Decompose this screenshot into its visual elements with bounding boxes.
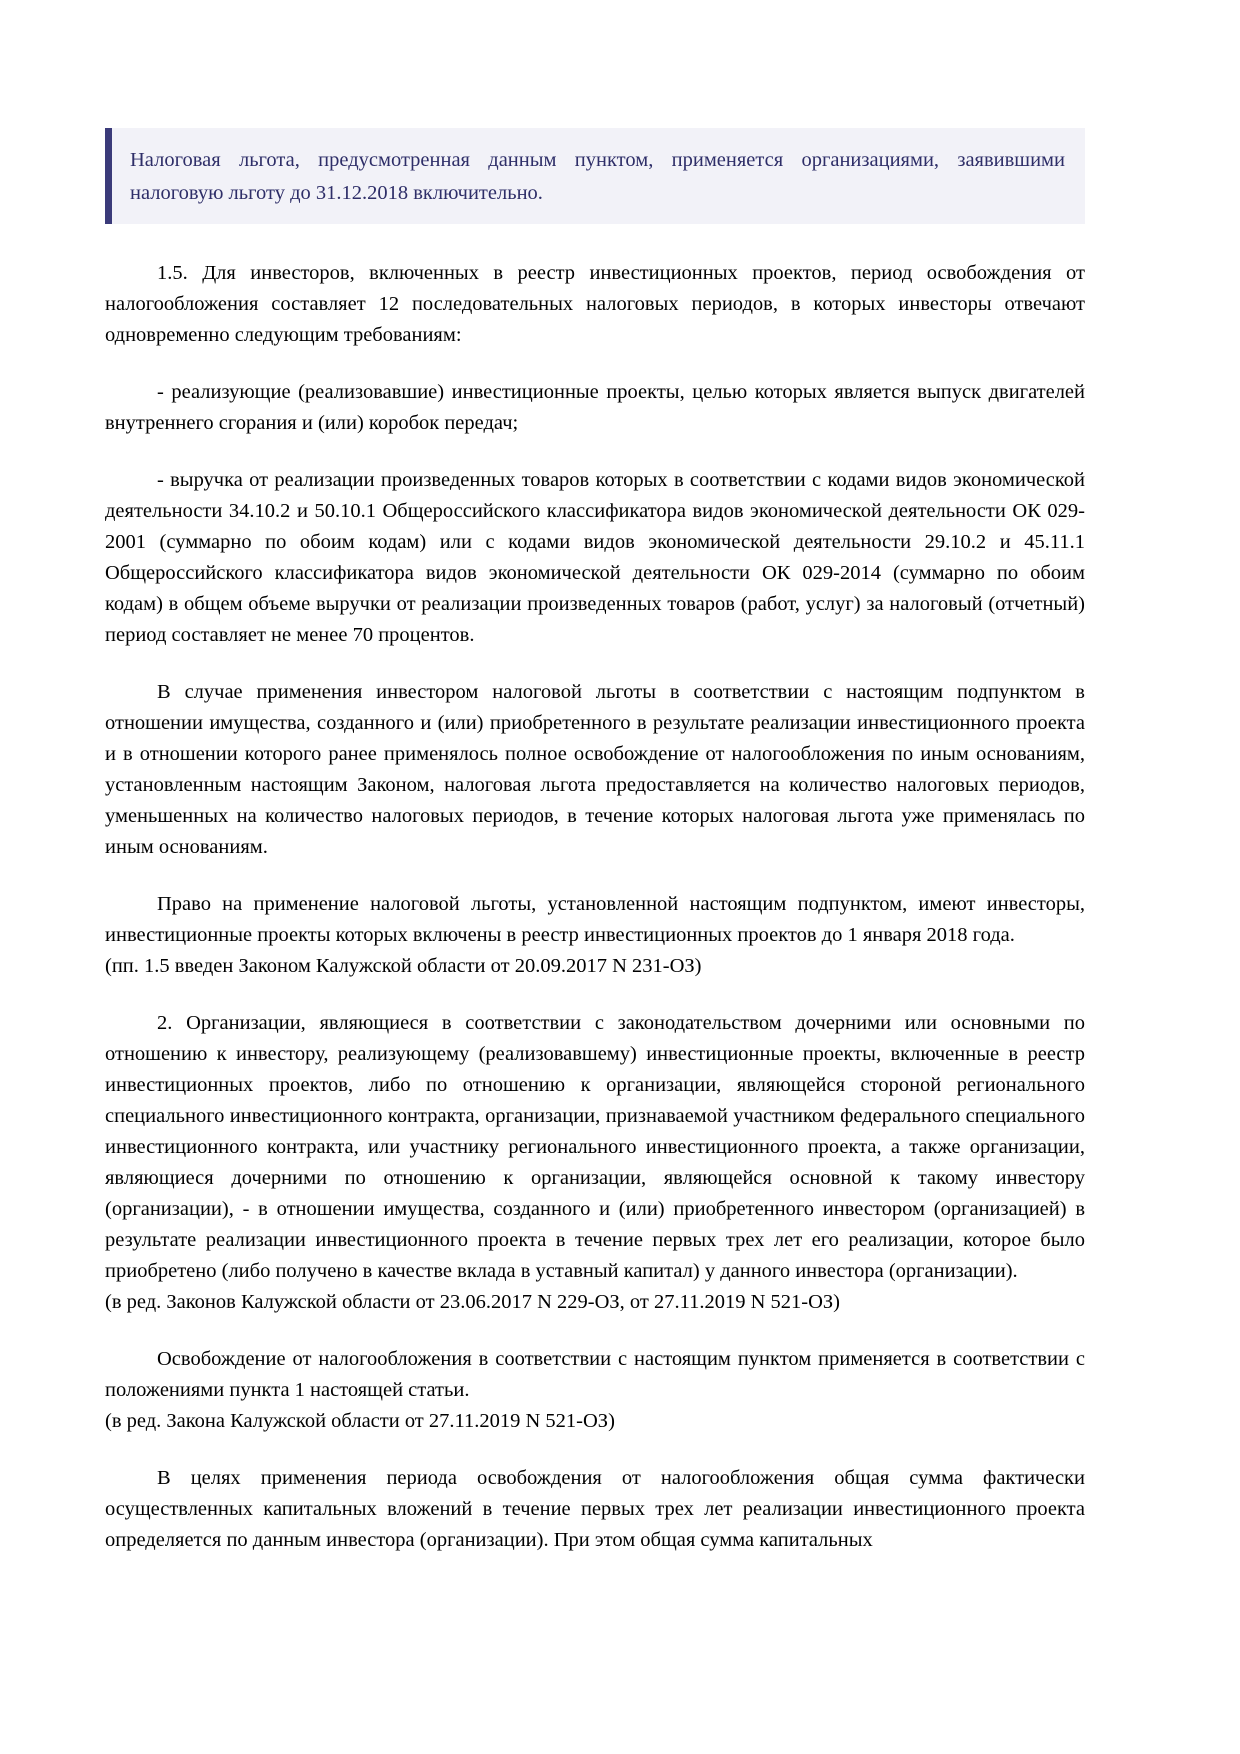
highlighted-note-text: Налоговая льгота, предусмотренная данным пунктом, применяется организациями, заявившими налоговую льготу до 31.12.2018 включительно. bbox=[130, 149, 1065, 204]
paragraph-1-5: 1.5. Для инвесторов, включенных в реестр инвестиционных проектов, период освобождения от налогообложения составляет 12 последовательных налоговых периодов, в которых инвесторы отвечают одновременно следующим требованиям: bbox=[105, 262, 1085, 346]
law-reference-exemption: (в ред. Закона Калужской области от 27.11.2019 N 521-ОЗ) bbox=[105, 1410, 615, 1432]
highlighted-note-box bbox=[105, 128, 1085, 224]
paragraph-exemption-application: Освобождение от налогообложения в соответствии с настоящим пунктом применяется в соответствии с положениями пункта 1 настоящей статьи. bbox=[105, 1348, 1085, 1401]
paragraph-requirement-engines: - реализующие (реализовавшие) инвестиционные проекты, целью которых является выпуск двигателей внутреннего сгорания и (или) коробок передач; bbox=[105, 381, 1085, 434]
paragraph-investor-exemption-case: В случае применения инвестором налоговой льготы в соответствии с настоящим подпунктом в отношении имущества, созданного и (или) приобретенного в результате реализации инвестиционного проекта и в отношении которого ранее применялось полное освобождение от налогообложения по иным основаниям, установленным настоящим Законом, налоговая льгота предоставляется на количество налоговых периодов, уменьшенных на количество налоговых периодов, в течение которых налоговая льгота уже применялась по иным основаниям. bbox=[105, 681, 1085, 858]
law-reference-pp-1-5: (пп. 1.5 введен Законом Калужской области от 20.09.2017 N 231-ОЗ) bbox=[105, 955, 702, 977]
document-content bbox=[105, 128, 1085, 1582]
paragraph-2-subsidiary-organizations: 2. Организации, являющиеся в соответствии с законодательством дочерними или основными по отношению к инвестору, реализующему (реализовавшему) инвестиционные проекты, включенные в реестр инвестиционных проектов, либо по отношению к организации, являющейся стороной регионального специального инвестиционного контракта, организации, признаваемой участником федерального специального инвестиционного контракта, или участнику регионального инвестиционного проекта, а также организации, являющиеся дочерними по отношению к организации, являющейся основной к такому инвестору (организации), - в отношении имущества, созданного и (или) приобретенного инвестором (организацией) в результате реализации инвестиционного проекта в течение первых трех лет его реализации, которое было приобретено (либо получено в качестве вклада в уставный капитал) у данного инвестора (организации). bbox=[105, 1012, 1085, 1282]
paragraph-requirement-revenue-codes: - выручка от реализации произведенных товаров которых в соответствии с кодами видов экономической деятельности 34.10.2 и 50.10.1 Общероссийского классификатора видов экономической деятельности ОК 029-2001 (суммарно по обоим кодам) или с кодами видов экономической деятельности 29.10.2 и 45.11.1 Общероссийского классификатора видов экономической деятельности ОК 029-2014 (суммарно по обоим кодам) в общем объеме выручки от реализации произведенных товаров (работ, услуг) за налоговый (отчетный) период составляет не менее 70 процентов. bbox=[105, 469, 1085, 646]
paragraph-right-to-apply: Право на применение налоговой льготы, установленной настоящим подпунктом, имеют инвесторы, инвестиционные проекты которых включены в реестр инвестиционных проектов до 1 января 2018 года. bbox=[105, 893, 1085, 946]
law-reference-item-2: (в ред. Законов Калужской области от 23.06.2017 N 229-ОЗ, от 27.11.2019 N 521-ОЗ) bbox=[105, 1291, 841, 1313]
paragraph-capital-investments: В целях применения периода освобождения от налогообложения общая сумма фактически осуществленных капитальных вложений в течение первых трех лет реализации инвестиционного проекта определяется по данным инвестора (организации). При этом общая сумма капитальных bbox=[105, 1467, 1085, 1551]
